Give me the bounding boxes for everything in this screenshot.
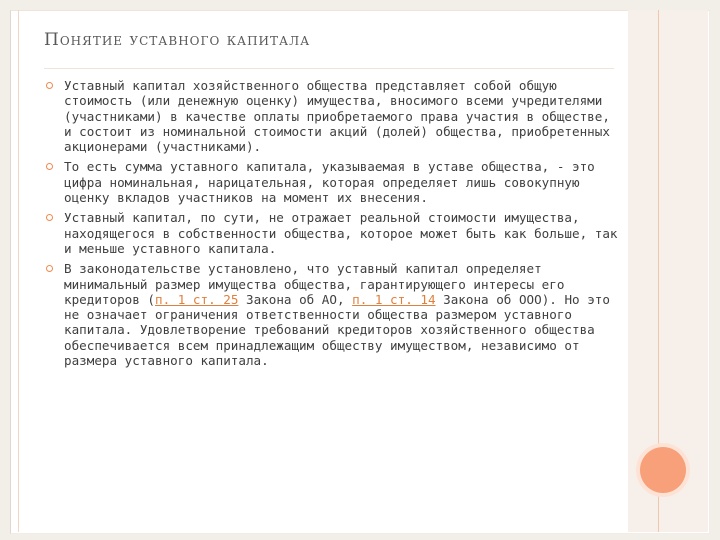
bullet-item — [44, 159, 618, 205]
bullet-list — [44, 78, 618, 373]
law-link-ooo[interactable]: п. 1 ст. 14 — [352, 291, 436, 307]
bullet-text: Уставный капитал, по сути, не отражает реальной стоимости имущества, находящегося в собственности общества, которое может быть как больше, так и меньше уставного капитала. — [64, 210, 618, 256]
left-decorative-rule — [18, 10, 19, 532]
bullet-text: Уставный капитал хозяйственного общества представляет собой общую стоимость (или денежную оценку) имущества, вносимого всеми учредителями (участниками) в качестве оплаты приобретаемого права участия в обществе, и состоит из номинальной стоимости акций (долей) общества, приобретенных акционерами (участниками). — [64, 78, 610, 155]
bullet-circle-icon — [46, 82, 53, 89]
bullet-text-part: Закона об АО, — [238, 291, 353, 307]
accent-circle — [640, 447, 686, 493]
bullet-circle-icon — [46, 163, 53, 170]
law-link-ao[interactable]: п. 1 ст. 25 — [155, 291, 239, 307]
bullet-item — [44, 78, 618, 154]
bullet-text-part: Закона об ООО). Но это не означает ограничения ответственности общества размером уставного капитала. Удовлетворение требований кредиторов хозяйственного общества обеспечивается всем принадлежащим обществу имуществом, независимо от размера уставного капитала. — [64, 291, 610, 369]
bullet-text: То есть сумма уставного капитала, указываемая в уставе общества, - это цифра номинальная, нарицательная, которая определяет лишь совокупную оценку вкладов участников на момент их внесения. — [64, 159, 595, 206]
bullet-circle-icon — [46, 265, 53, 272]
title-divider — [44, 68, 614, 69]
bullet-circle-icon — [46, 214, 53, 221]
bullet-text-part: В законодательстве установлено, что уставный капитал определяет минимальный размер имущества общества, гарантирующего интересы его кредиторов ( — [64, 261, 565, 307]
bullet-item — [44, 210, 618, 256]
slide-title: Понятие уставного капитала — [44, 30, 311, 50]
bullet-item — [44, 261, 618, 368]
